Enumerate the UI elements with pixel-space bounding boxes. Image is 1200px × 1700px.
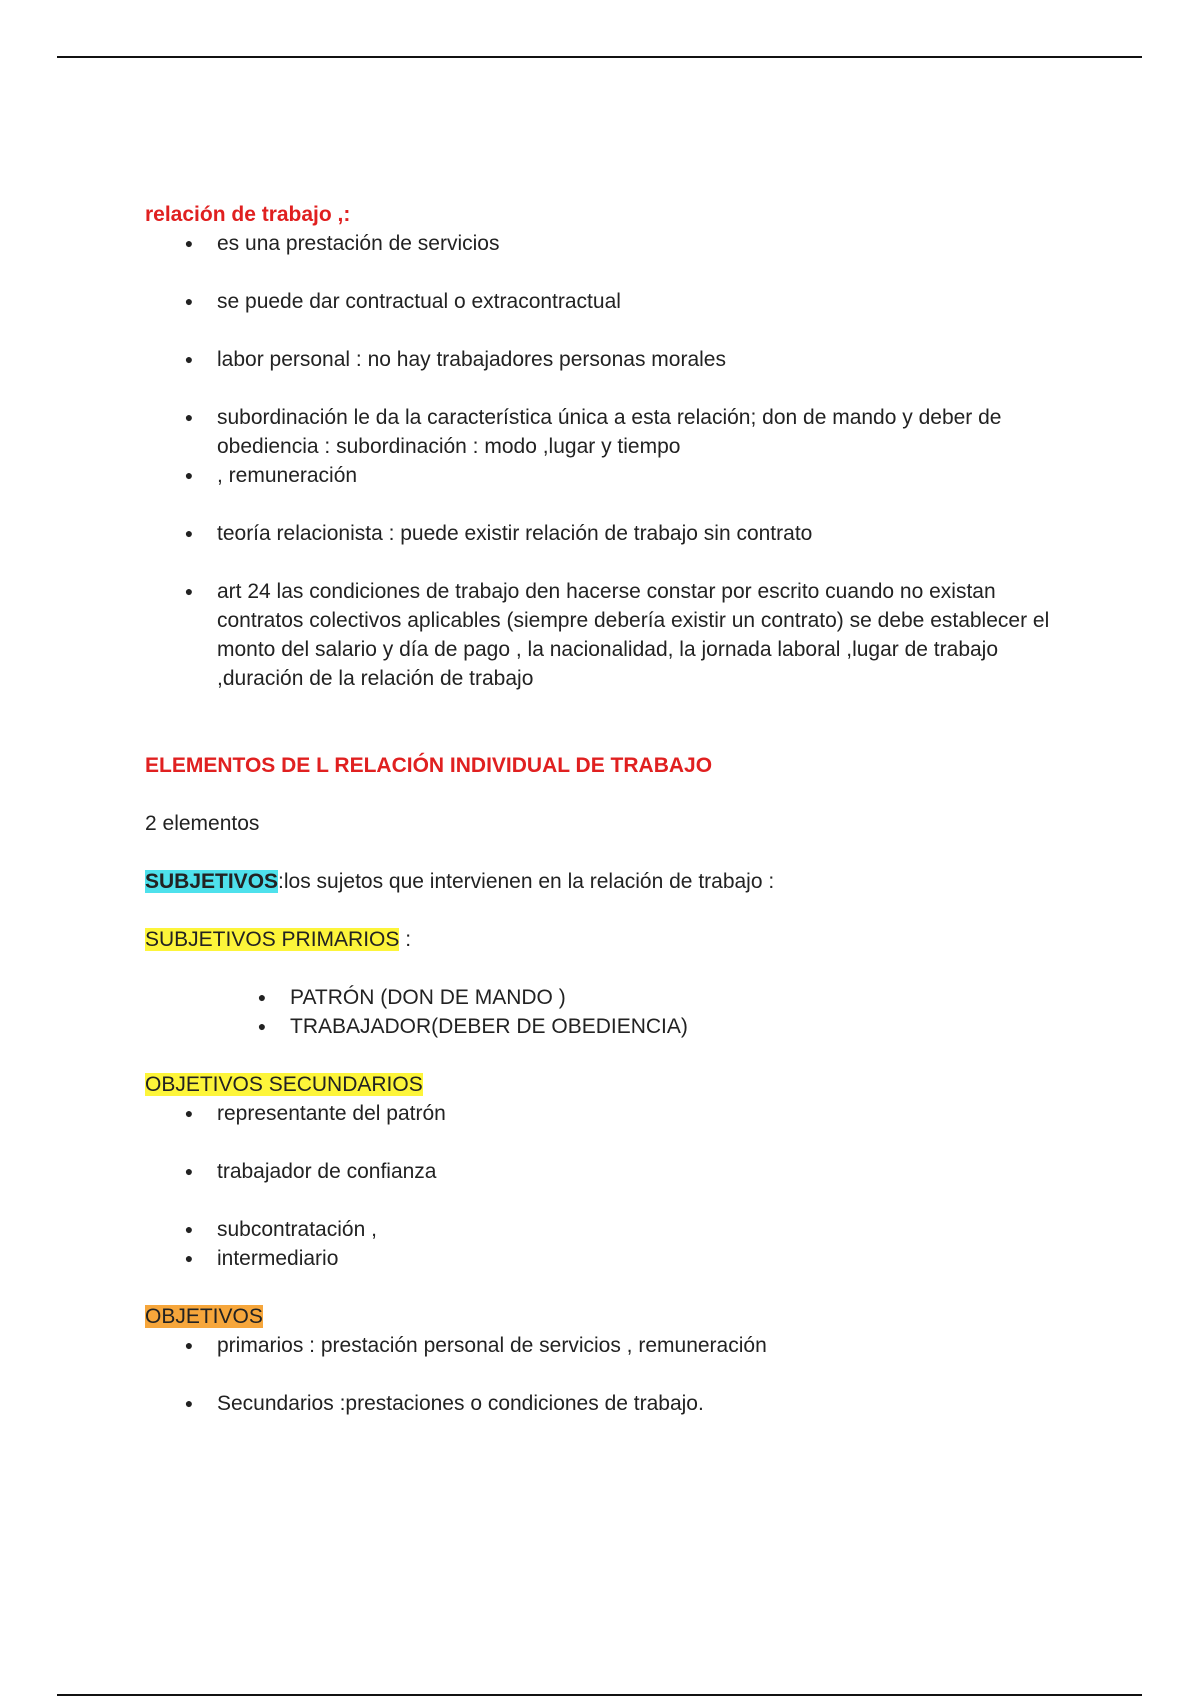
spacer xyxy=(145,838,1065,867)
bullet-icon: ● xyxy=(184,351,194,367)
bullet-icon: ● xyxy=(184,235,194,251)
objetivos-list xyxy=(145,1331,1065,1418)
bullet-icon: ● xyxy=(184,1395,194,1411)
list-item: ● PATRÓN (DON DE MANDO ) xyxy=(145,983,1065,1012)
spacer xyxy=(145,548,1065,577)
list-item: ● primarios : prestación personal de servicios , remuneración xyxy=(145,1331,1065,1360)
secundarios-label: OBJETIVOS SECUNDARIOS xyxy=(145,1073,423,1096)
bullet-icon: ● xyxy=(184,1163,194,1179)
primarios-label: SUBJETIVOS PRIMARIOS xyxy=(145,928,400,951)
primarios-suffix: : xyxy=(399,928,412,951)
list-item: ● Secundarios :prestaciones o condiciones de trabajo. xyxy=(145,1389,1065,1418)
bullet-icon: ● xyxy=(257,989,267,1005)
spacer xyxy=(145,780,1065,809)
spacer xyxy=(145,1128,1065,1157)
subjetivos-text: :los sujetos que intervienen en la relación de trabajo : xyxy=(278,870,775,893)
bullet-icon: ● xyxy=(184,525,194,541)
list-item: ● TRABAJADOR(DEBER DE OBEDIENCIA) xyxy=(145,1012,1065,1041)
list-item: ● subcontratación , xyxy=(145,1215,1065,1244)
spacer xyxy=(145,374,1065,403)
list-item: ● art 24 las condiciones de trabajo den hacerse constar por escrito cuando no existan contratos colectivos aplicables (siempre debería existir un contrato) se debe establecer el monto del salario y día de pago , la nacionalidad, la jornada laboral ,lugar de trabajo ,duración de la relación de trabajo xyxy=(145,577,1065,693)
primarios-line xyxy=(145,925,1065,954)
bullet-icon: ● xyxy=(184,583,194,599)
spacer xyxy=(145,896,1065,925)
spacer xyxy=(145,693,1065,751)
header-rule xyxy=(57,56,1142,58)
bullet-icon: ● xyxy=(184,409,194,425)
document-body xyxy=(145,200,1065,1418)
footer-rule xyxy=(57,1694,1142,1696)
spacer xyxy=(145,490,1065,519)
spacer xyxy=(145,1273,1065,1302)
list-item: ● representante del patrón xyxy=(145,1099,1065,1128)
spacer xyxy=(145,316,1065,345)
relacion-list xyxy=(145,229,1065,693)
bullet-icon: ● xyxy=(184,1105,194,1121)
intro-text: 2 elementos xyxy=(145,812,260,835)
bullet-icon: ● xyxy=(184,1250,194,1266)
list-item: ● es una prestación de servicios xyxy=(145,229,1065,258)
subjetivos-label: SUBJETIVOS xyxy=(145,870,279,893)
secundarios-list xyxy=(145,1099,1065,1273)
spacer xyxy=(145,258,1065,287)
list-item: ● trabajador de confianza xyxy=(145,1157,1065,1186)
list-item: ● se puede dar contractual o extracontractual xyxy=(145,287,1065,316)
list-item: ● , remuneración xyxy=(145,461,1065,490)
list-item: ● intermediario xyxy=(145,1244,1065,1273)
list-item: ● teoría relacionista : puede existir relación de trabajo sin contrato xyxy=(145,519,1065,548)
bullet-icon: ● xyxy=(257,1018,267,1034)
spacer xyxy=(145,954,1065,983)
spacer xyxy=(145,1041,1065,1070)
spacer xyxy=(145,1360,1065,1389)
list-item: ● subordinación le da la característica única a esta relación; don de mando y deber de obediencia : subordinación : modo ,lugar y tiempo xyxy=(145,403,1065,461)
objetivos-label: OBJETIVOS xyxy=(145,1305,263,1328)
spacer xyxy=(145,1186,1065,1215)
bullet-icon: ● xyxy=(184,467,194,483)
list-item: ● labor personal : no hay trabajadores personas morales xyxy=(145,345,1065,374)
objetivos-line xyxy=(145,1302,1065,1331)
section-title-relacion: relación de trabajo ,: xyxy=(145,203,351,226)
bullet-icon: ● xyxy=(184,293,194,309)
bullet-icon: ● xyxy=(184,1221,194,1237)
primarios-list xyxy=(145,983,1065,1041)
section-title-elementos: ELEMENTOS DE L RELACIÓN INDIVIDUAL DE TRABAJO xyxy=(145,754,713,777)
subjetivos-line xyxy=(145,867,1065,896)
bullet-icon: ● xyxy=(184,1337,194,1353)
secundarios-line xyxy=(145,1070,1065,1099)
